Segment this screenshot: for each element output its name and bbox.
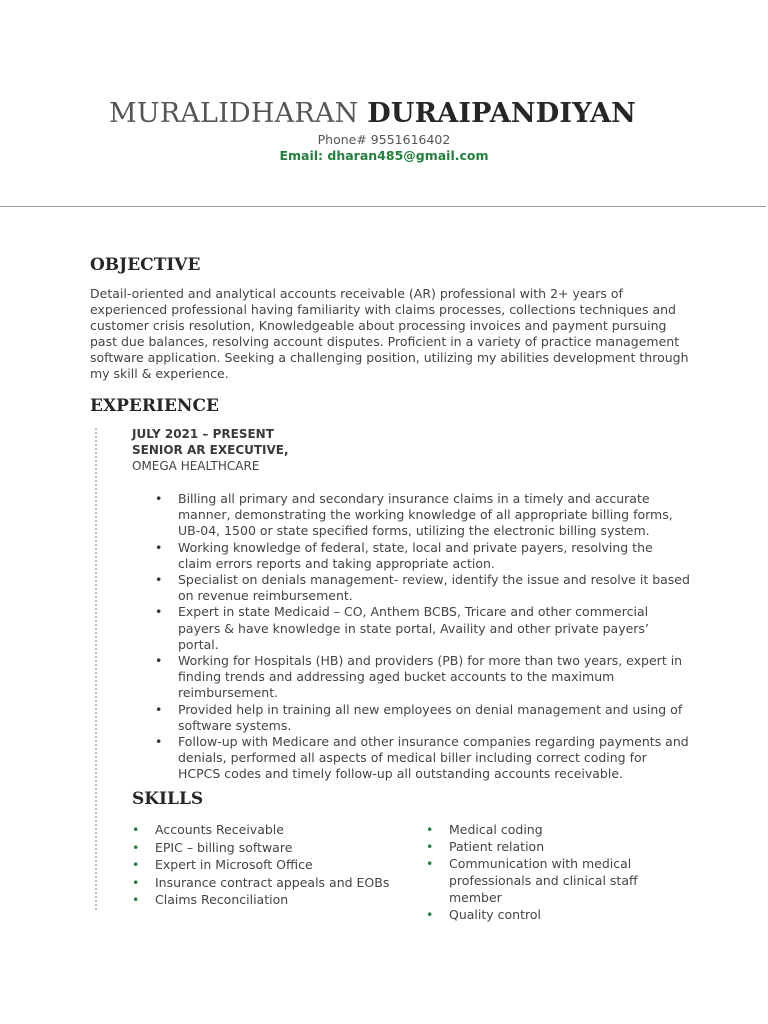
skill-text: Patient relation <box>449 839 545 854</box>
skill-text: Accounts Receivable <box>155 822 284 837</box>
green-bullet-icon: • <box>132 839 140 855</box>
green-bullet-icon: • <box>426 907 434 922</box>
green-bullet-icon: • <box>426 839 434 854</box>
green-bullet-icon: • <box>132 822 140 837</box>
timeline-dotted-line <box>95 428 97 910</box>
green-bullet-icon: • <box>132 874 140 890</box>
duty-text: Billing all primary and secondary insurance claims in a timely and accurate manner, demonstrating the working knowledge of all appropriate billing forms, UB-04, 1500 or state specified forms, utilizing the electronic billing system. <box>178 491 673 539</box>
skill-text: Expert in Microsoft Office <box>155 857 313 872</box>
duty-text: Provided help in training all new employees on denial management and using of software systems. <box>178 701 683 733</box>
job-title: SENIOR AR EXECUTIVE, <box>132 443 289 457</box>
duty-text: Working knowledge of federal, state, local and private payers, resolving the claim errors reports and taking appropriate action. <box>178 539 653 571</box>
job-company: OMEGA HEALTHCARE <box>132 459 260 473</box>
skill-text: Communication with medical professionals and clinical staff member <box>449 856 638 905</box>
duty-item <box>155 491 690 540</box>
objective-heading: OBJECTIVE <box>90 255 201 275</box>
skill-text: Insurance contract appeals and EOBs <box>155 874 390 890</box>
bullet-icon: • <box>155 701 163 717</box>
skill-item <box>132 821 402 839</box>
duty-text: Specialist on denials management- review, identify the issue and resolve it based on revenue reimbursement. <box>178 572 690 604</box>
skills-list-left <box>132 821 402 909</box>
duty-item <box>155 653 690 702</box>
header-divider <box>0 206 766 207</box>
duty-text: Working for Hospitals (HB) and providers (PB) for more than two years, expert in finding trends and addressing aged bucket accounts to the maximum reimbursement. <box>178 653 683 701</box>
skill-text: Medical coding <box>449 822 543 837</box>
bullet-icon: • <box>155 572 163 588</box>
skill-item <box>426 855 686 906</box>
objective-text: Detail-oriented and analytical accounts receivable (AR) professional with 2+ years of experienced professional having familiarity with claims processes, collections techniques and customer crisis resolution, Knowledgeable about processing invoices and payment pursuing past due balances, resolving account disputes. Proficient in a variety of practice management software application. Seeking a challenging position, utilizing my abilities development through my skill & experience. <box>90 286 689 381</box>
bullet-icon: • <box>155 653 163 669</box>
skills-heading: SKILLS <box>132 789 204 809</box>
bullet-icon: • <box>155 604 163 620</box>
green-bullet-icon: • <box>426 856 434 871</box>
duty-text: Follow-up with Medicare and other insurance companies regarding payments and denials, performed all aspects of medical biller including correct coding for HCPCS codes and timely follow-up all outstanding accounts receivable. <box>178 734 689 782</box>
first-name: MURALIDHARAN <box>109 98 359 129</box>
skill-item <box>426 906 686 923</box>
duty-item <box>155 572 690 604</box>
experience-heading: EXPERIENCE <box>90 396 219 416</box>
duty-item <box>155 702 690 734</box>
duty-text: Expert in state Medicaid – CO, Anthem BCBS, Tricare and other commercial payers & have knowledge in state portal, Availity and other private payers’ portal. <box>178 604 649 652</box>
skill-item <box>132 874 402 892</box>
duty-item <box>155 734 690 783</box>
green-bullet-icon: • <box>132 857 140 872</box>
duty-item <box>155 604 690 653</box>
email-address: Email: dharan485@gmail.com <box>279 148 489 163</box>
skill-item <box>426 838 686 855</box>
skill-item <box>132 856 402 874</box>
duties-list <box>155 491 690 783</box>
green-bullet-icon: • <box>132 892 140 907</box>
bullet-icon: • <box>155 491 163 506</box>
green-bullet-icon: • <box>426 822 434 837</box>
skill-item <box>132 839 402 857</box>
last-name: DURAIPANDIYAN <box>367 98 636 129</box>
bullet-icon: • <box>155 734 163 750</box>
skill-item <box>426 821 686 838</box>
skill-item <box>132 891 402 909</box>
job-date: JULY 2021 – PRESENT <box>132 427 274 441</box>
phone-number: Phone# 9551616402 <box>317 132 451 147</box>
bullet-icon: • <box>155 539 163 555</box>
skill-text: Quality control <box>449 907 541 922</box>
skill-text: EPIC – billing software <box>155 839 293 855</box>
candidate-name <box>0 98 745 129</box>
skill-text: Claims Reconciliation <box>155 892 289 907</box>
duty-item <box>155 540 690 572</box>
skills-list-right <box>426 821 686 923</box>
